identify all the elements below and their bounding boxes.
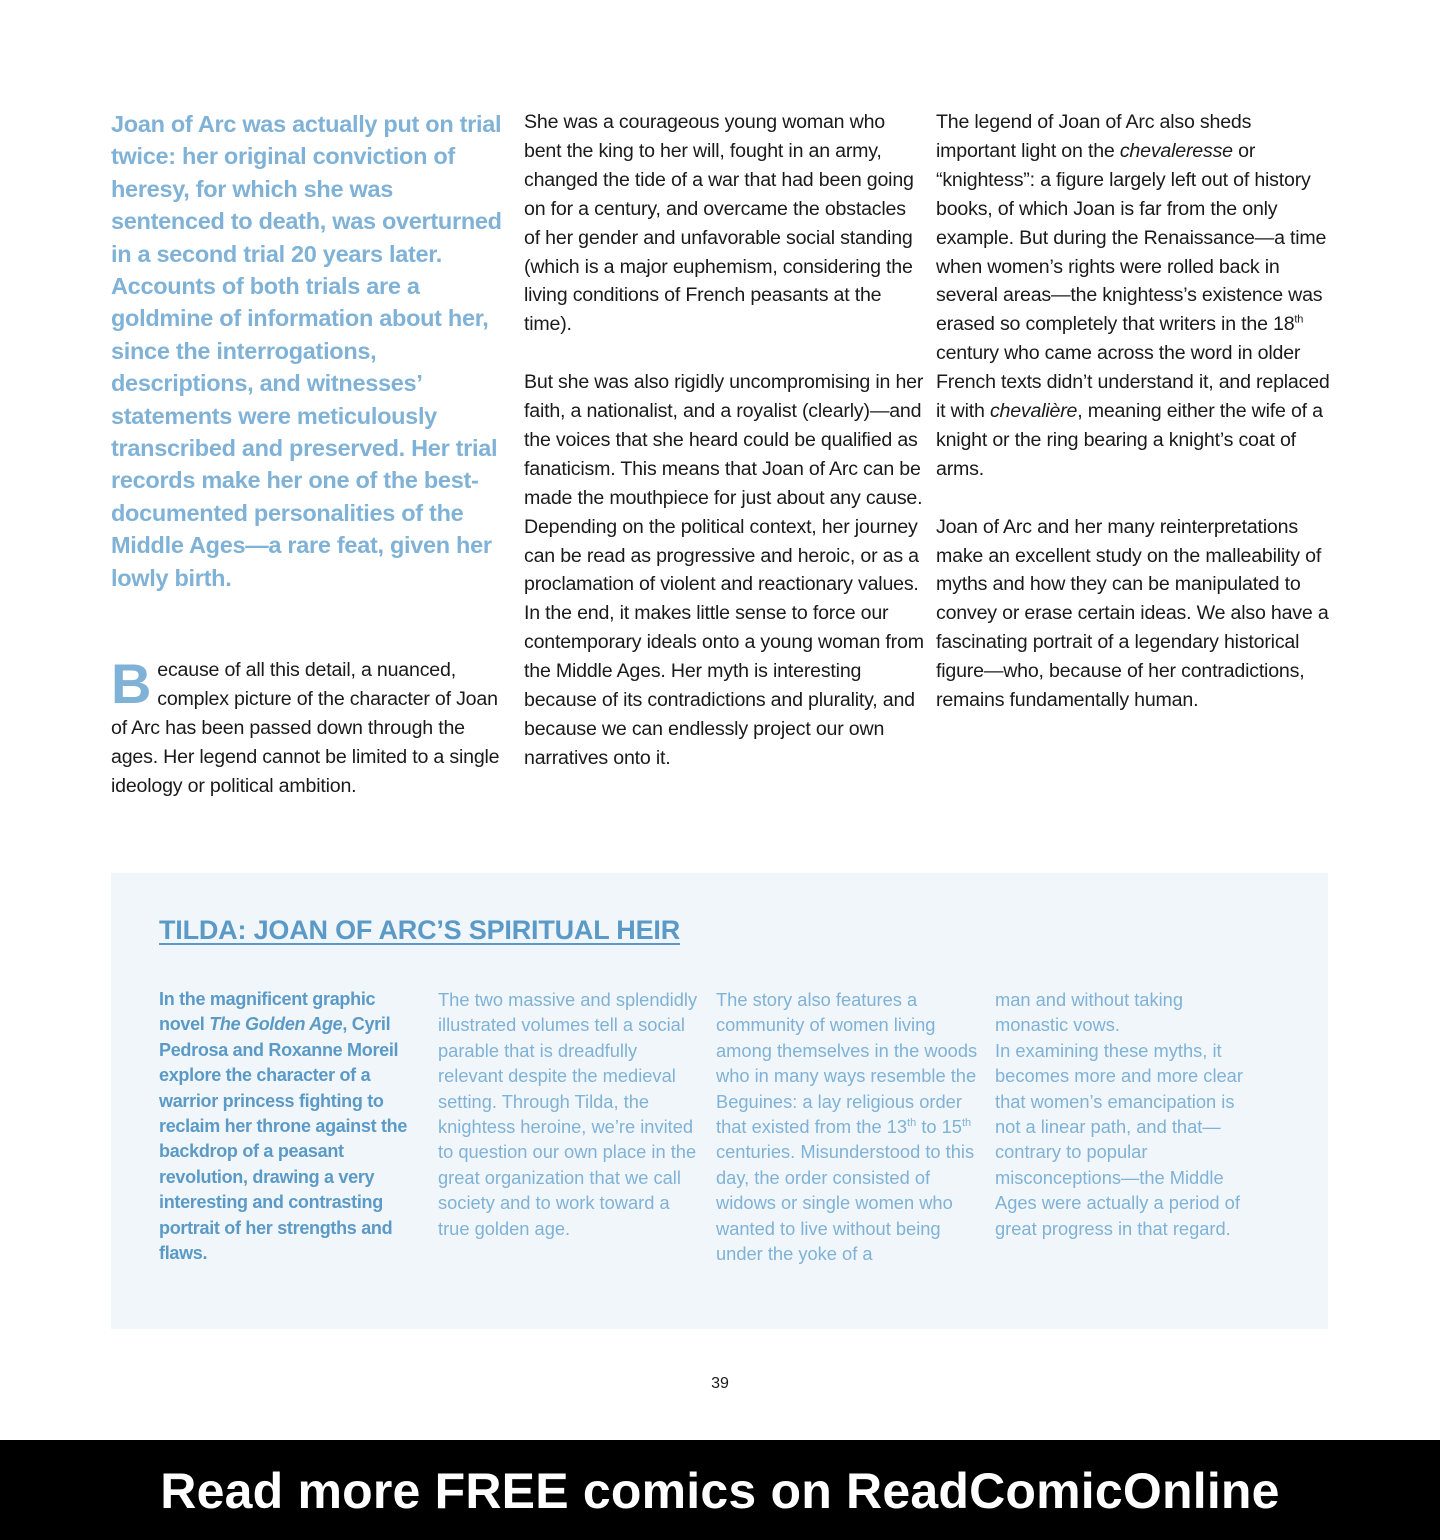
intro-text: ecause of all this detail, a nuanced, complex picture of the character of Joan of Arc has been passed down through the ages. Her legend cannot be limited to a single ideology or political ambition. xyxy=(111,659,500,797)
paragraph: But she was also rigidly uncompromising in her faith, a nationalist, and a royalist (clearly)—and the voices that she heard could be qualified as fanaticism. This means that Joan of Arc can be made the mouthpiece for just about any cause. Depending on the political context, her journey can be read as progressive and heroic, or as a proclamation of violent and reactionary values. In the end, it makes little sense to force our contemporary ideals onto a young woman from the Middle Ages. Her myth is interesting because of its contradictions and plurality, and because we can endlessly project our own narratives onto it. xyxy=(524,371,924,769)
article-column-1 xyxy=(111,108,506,797)
pull-quote: Joan of Arc was actually put on trial twice: her original conviction of heresy, for which she was sentenced to death, was overturned in a second trial 20 years later. Accounts of both trials are a goldmine of information about her, since the interrogations, descriptions, and witnesses’ statements were meticulously transcribed and preserved. Her trial records make her one of the best-documented personalities of the Middle Ages—a rare feat, given her lowly birth. xyxy=(111,111,502,591)
article-column-2 xyxy=(524,108,924,773)
promo-banner[interactable] xyxy=(0,1440,1440,1540)
paragraph: Joan of Arc and her many reinterpretations make an excellent study on the malleability of myths and how they can be manipulated to convey or erase certain ideas. We also have a fascinating portrait of a legendary historical figure—who, because of her contradictions, remains fundamentally human. xyxy=(936,515,1329,712)
banner-text[interactable]: Read more FREE comics on ReadComicOnline xyxy=(160,1463,1280,1519)
sidebar-column-2: The two massive and splendidly illustrated volumes tell a social parable that is dreadfully relevant despite the medieval setting. Through Tilda, the knightess heroine, we’re invited to question our own place in the great organization that we call society and to work toward a true golden age. xyxy=(438,989,698,1239)
sidebar-column-1: In the magnificent graphic novel The Golden Age, Cyril Pedrosa and Roxanne Moreil explore the character of a warrior princess fighting to reclaim her throne against the backdrop of a peasant revolution, drawing a very interesting and contrasting portrait of her strengths and flaws. xyxy=(159,989,408,1264)
paragraph: The legend of Joan of Arc also sheds important light on the chevaleresse or “knightess”: a figure largely left out of history books, of which Joan is far from the only example. But during the Renaissance—a time when women’s rights were rolled back in several areas—the knightess’s existence was erased so completely that writers in the 18th century who came across the word in older French texts didn’t understand it, and replaced it with chevalière, meaning either the wife of a knight or the ring bearing a knight’s coat of arms. xyxy=(936,111,1330,480)
italic-term: chevalière xyxy=(989,400,1078,423)
page-number: 39 xyxy=(711,1375,729,1392)
paragraph: She was a courageous young woman who bent the king to her will, fought in an army, changed the tide of a war that had been going on for a century, and overcame the obstacles of her gender and unfavorable social standing (which is a major euphemism, considering the living conditions of French peasants at the time). xyxy=(524,111,914,336)
book-title: The Golden Age xyxy=(209,1014,343,1035)
sidebar-title: TILDA: JOAN OF ARC’S SPIRITUAL HEIR xyxy=(159,915,681,945)
drop-cap: B xyxy=(111,652,152,715)
italic-term: chevaleresse xyxy=(1119,139,1233,162)
sidebar-column-3: The story also features a community of women living among themselves in the woods who in many ways resemble the Beguines: a lay religious order that existed from the 13th to 15th centuries. Misunderstood to this day, the order consisted of widows or single women who wanted to live without being under the yoke of a xyxy=(716,989,978,1265)
sidebar-box xyxy=(111,873,1328,1329)
sidebar-column-4: man and without taking monastic vows. In examining these myths, it becomes more and more clear that women’s emancipation is not a linear path, and that—contrary to popular misconceptions—the Middle Ages were actually a period of great progress in that regard. xyxy=(995,989,1243,1239)
article-column-3 xyxy=(936,108,1336,715)
intro-paragraph xyxy=(111,652,506,801)
